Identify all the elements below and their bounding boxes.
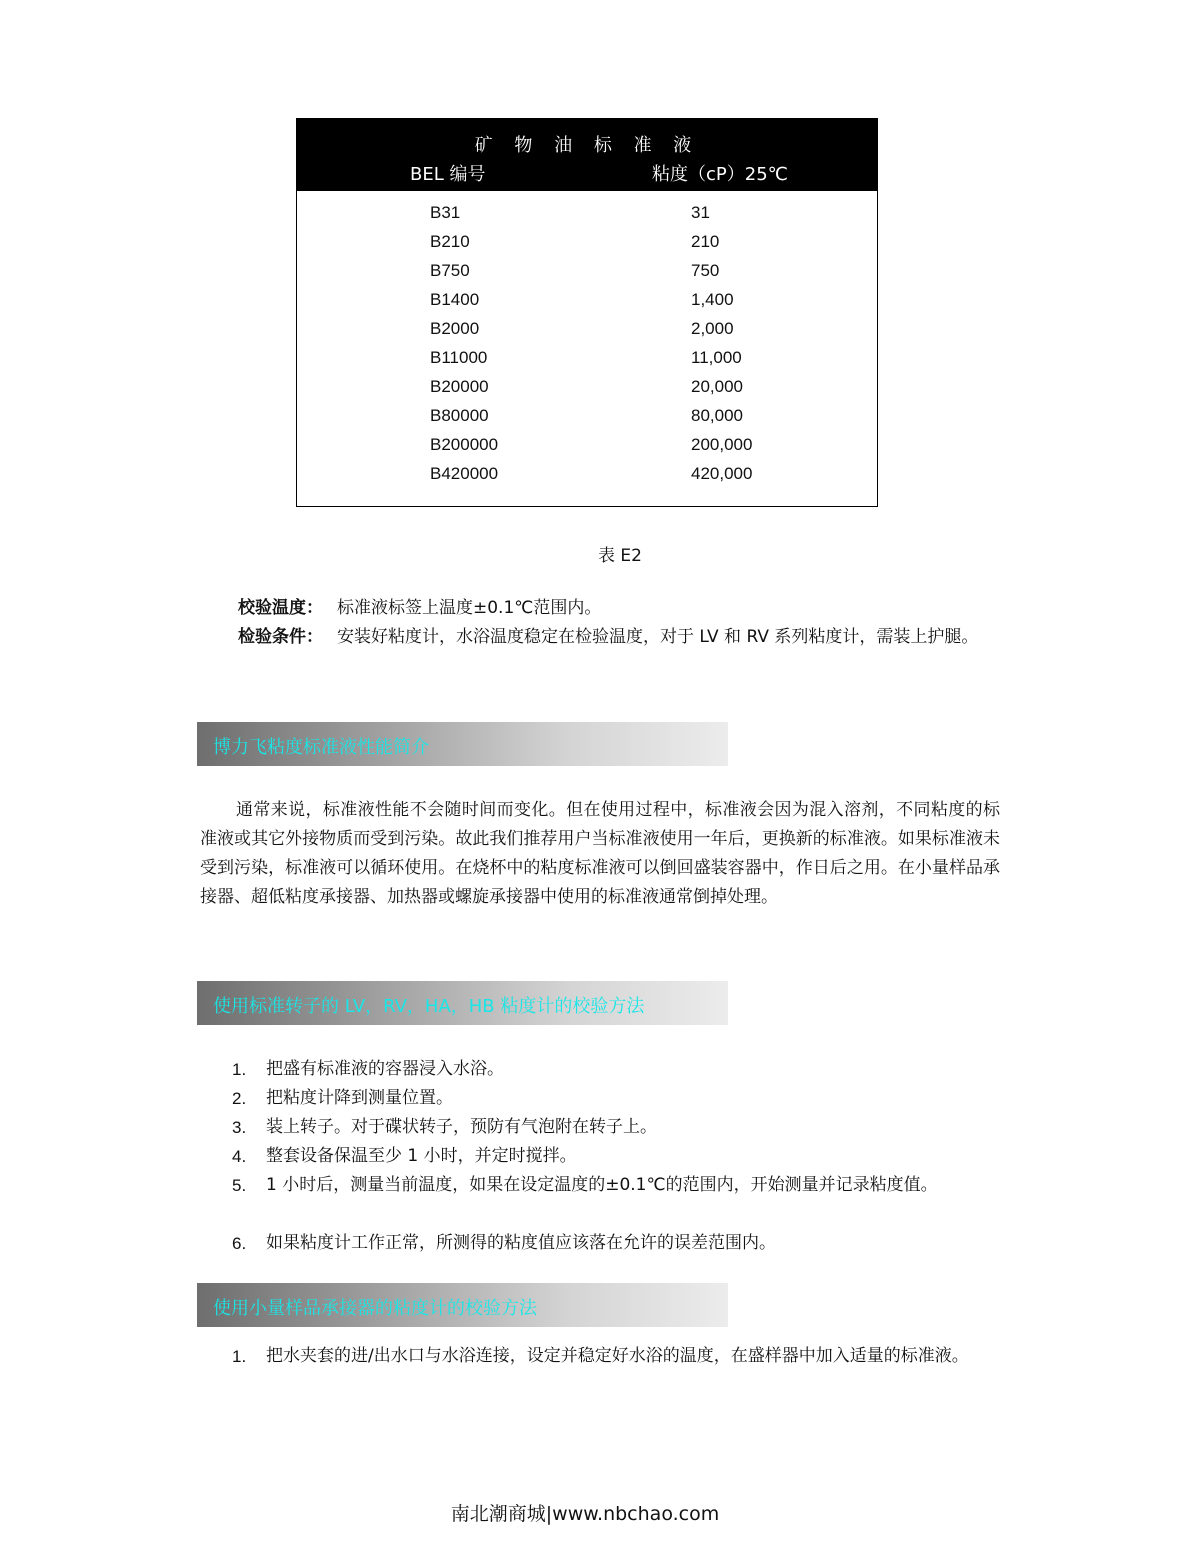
mineral-oil-standards-table xyxy=(296,118,878,507)
list-number: 6. xyxy=(232,1234,247,1253)
bel-code: B2000 xyxy=(430,319,480,338)
list-text: 如果粘度计工作正常，所测得的粘度值应该落在允许的误差范围内。 xyxy=(266,1233,776,1253)
column-header-viscosity: 粘度（cP）25℃ xyxy=(652,164,788,185)
viscosity-value: 31 xyxy=(691,203,710,222)
list-number: 1. xyxy=(232,1347,247,1366)
section-title: 使用标准转子的 LV，RV，HA，HB 粘度计的校验方法 xyxy=(213,996,645,1017)
list-number: 4. xyxy=(232,1147,247,1166)
table-caption: 表 E2 xyxy=(598,546,642,566)
list-item xyxy=(232,1084,1002,1113)
viscosity-value: 80,000 xyxy=(691,406,743,425)
section-title: 博力飞粘度标准液性能简介 xyxy=(213,737,429,758)
viscosity-value: 20,000 xyxy=(691,377,743,396)
bel-code: B200000 xyxy=(430,435,499,454)
viscosity-value: 200,000 xyxy=(691,435,753,454)
table-header xyxy=(297,119,877,191)
table-row xyxy=(297,232,877,261)
table-row xyxy=(297,377,877,406)
viscosity-value: 2,000 xyxy=(691,319,734,338)
list-text: 1 小时后，测量当前温度，如果在设定温度的±0.1℃的范围内，开始测量并记录粘度值。 xyxy=(266,1175,938,1195)
list-text: 把水夹套的进/出水口与水浴连接，设定并稳定好水浴的温度，在盛样器中加入适量的标准液。 xyxy=(266,1346,969,1366)
condition-label: 检验条件： xyxy=(238,627,323,647)
bel-code: B420000 xyxy=(430,464,499,483)
table-row xyxy=(297,348,877,377)
bel-code: B11000 xyxy=(430,348,488,367)
list-text: 装上转子。对于碟状转子，预防有气泡附在转子上。 xyxy=(266,1117,657,1137)
section-header xyxy=(197,722,728,766)
bel-code: B20000 xyxy=(430,377,489,396)
condition-text: 安装好粘度计，水浴温度稳定在检验温度，对于 LV 和 RV 系列粘度计，需装上护腿。 xyxy=(337,627,979,647)
column-header-bel: BEL 编号 xyxy=(410,164,486,185)
viscosity-value: 1,400 xyxy=(691,290,734,309)
list-item xyxy=(232,1171,1002,1200)
table-title: 矿 物 油 标 准 液 xyxy=(474,135,700,156)
table-row xyxy=(297,435,877,464)
table-row xyxy=(297,464,877,493)
viscosity-value: 750 xyxy=(691,261,720,280)
section-header xyxy=(197,981,728,1025)
condition-label: 校验温度： xyxy=(238,598,323,618)
viscosity-value: 210 xyxy=(691,232,720,251)
list-item xyxy=(232,1113,1002,1142)
list-item xyxy=(232,1055,1002,1084)
bel-code: B80000 xyxy=(430,406,489,425)
list-item xyxy=(232,1142,1002,1171)
table-row xyxy=(297,319,877,348)
bel-code: B1400 xyxy=(430,290,480,309)
viscosity-value: 11,000 xyxy=(691,348,742,367)
bel-code: B750 xyxy=(430,261,470,280)
table-row xyxy=(297,290,877,319)
list-number: 3. xyxy=(232,1118,247,1137)
section-title: 使用小量样品承接器的粘度计的校验方法 xyxy=(213,1298,537,1319)
bel-code: B210 xyxy=(430,232,470,251)
list-item xyxy=(232,1229,1002,1258)
list-text: 把盛有标准液的容器浸入水浴。 xyxy=(266,1059,504,1079)
list-text: 把粘度计降到测量位置。 xyxy=(266,1088,453,1108)
condition-text: 标准液标签上温度±0.1℃范围内。 xyxy=(337,598,602,618)
list-number: 2. xyxy=(232,1089,247,1108)
bel-code: B31 xyxy=(430,203,461,222)
footer: 南北潮商城|www.nbchao.com xyxy=(450,1503,720,1525)
table-row xyxy=(297,203,877,232)
section-body: 通常来说，标准液性能不会随时间而变化。但在使用过程中，标准液会因为混入溶剂，不同粘度的标准液或其它外接物质而受到污染。故此我们推荐用户当标准液使用一年后，更换新的标准液。如果标准液未受到污染，标准液可以循环使用。在烧杯中的粘度标准液可以倒回盛装容器中，作日后之用。在小量样品承接器、超低粘度承接器、加热器或螺旋承接器中使用的标准液通常倒掉处理。 xyxy=(200,800,1000,907)
list-text: 整套设备保温至少 1 小时，并定时搅拌。 xyxy=(266,1146,577,1166)
section-header xyxy=(197,1283,728,1327)
list-number: 1. xyxy=(232,1060,247,1079)
table-row xyxy=(297,406,877,435)
list-item xyxy=(232,1342,1002,1371)
viscosity-value: 420,000 xyxy=(691,464,753,483)
list-number: 5. xyxy=(232,1176,247,1195)
table-row xyxy=(297,261,877,290)
